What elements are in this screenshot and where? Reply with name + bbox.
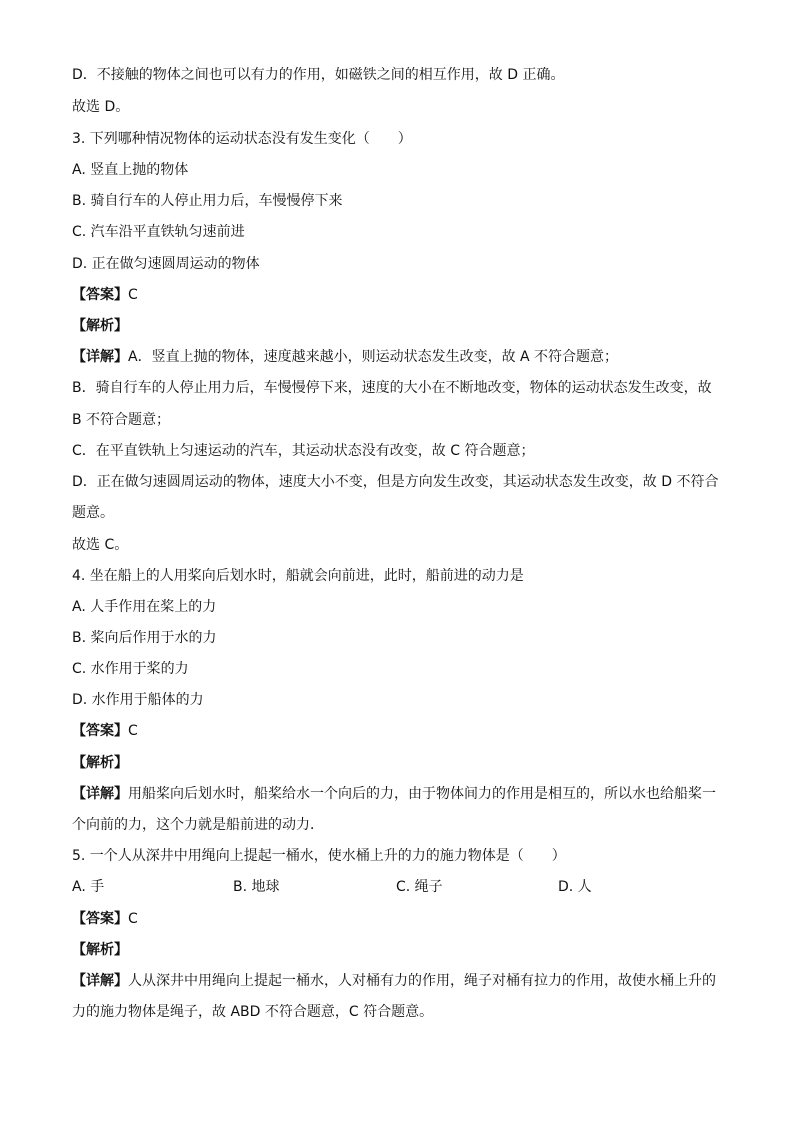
- q2-option-d-explanation: D．不接触的物体之间也可以有力的作用，如磁铁之间的相互作用，故 D 正确。: [72, 67, 565, 83]
- q5-option-d: D. 人: [558, 879, 592, 895]
- q3-detail-line-6: 题意。: [72, 505, 114, 521]
- q5-detail-line-2: 力的施力物体是绳子，故 ABD 不符合题意，C 符合题意。: [72, 1004, 434, 1020]
- q3-analysis-label: 【解析】: [72, 318, 128, 334]
- q3-option-b: B. 骑自行车的人停止用力后，车慢慢停下来: [72, 193, 343, 209]
- q4-option-d: D. 水作用于船体的力: [72, 692, 204, 708]
- q5-stem: 5. 一个人从深井中用绳向上提起一桶水，使水桶上升的力的施力物体是（ ）: [72, 848, 566, 864]
- q3-stem: 3. 下列哪种情况物体的运动状态没有发生变化（ ）: [72, 131, 412, 147]
- q3-option-d: D. 正在做匀速圆周运动的物体: [72, 256, 260, 272]
- q3-detail-line-4: C．在平直铁轨上匀速运动的汽车，其运动状态没有改变，故 C 符合题意；: [72, 443, 535, 459]
- q5-option-c: C. 绳子: [396, 879, 443, 895]
- q4-answer-value: C: [128, 723, 138, 739]
- q4-detail-line-1: [72, 785, 716, 803]
- q2-final-choice: 故选 D。: [72, 99, 130, 115]
- q4-answer: [72, 722, 138, 740]
- q3-answer-label: 【答案】: [72, 287, 128, 303]
- q5-option-a: A. 手: [72, 879, 105, 895]
- q4-option-b: B. 桨向后作用于水的力: [72, 630, 217, 646]
- q3-detail-line-1: [72, 348, 618, 366]
- q4-detail-label: 【详解】: [72, 786, 128, 802]
- q3-option-a: A. 竖直上抛的物体: [72, 162, 189, 178]
- q3-answer-value: C: [128, 287, 138, 303]
- q3-detail-text-1: A．竖直上抛的物体，速度越来越小，则运动状态发生改变，故 A 不符合题意；: [128, 349, 619, 365]
- q4-option-a: A. 人手作用在桨上的力: [72, 599, 217, 615]
- q5-detail-text-1: 人从深井中用绳向上提起一桶水，人对桶有力的作用，绳子对桶有拉力的作用，故使水桶上升的: [128, 973, 716, 989]
- q5-answer-value: C: [128, 911, 138, 927]
- q3-detail-line-5: D．正在做匀速圆周运动的物体，速度大小不变，但是方向发生改变，其运动状态发生改变，故 D 不符合: [72, 474, 719, 490]
- q5-option-b: B. 地球: [233, 879, 280, 895]
- q5-answer: [72, 910, 138, 928]
- q3-answer: [72, 286, 138, 304]
- q5-analysis-label: 【解析】: [72, 942, 128, 958]
- q3-option-c: C. 汽车沿平直铁轨匀速前进: [72, 224, 245, 240]
- q4-detail-text-1: 用船桨向后划水时，船桨给水一个向后的力，由于物体间力的作用是相互的，所以水也给船桨一: [128, 786, 716, 802]
- q4-analysis-label: 【解析】: [72, 755, 128, 771]
- q3-detail-line-2: B．骑自行车的人停止用力后，车慢慢停下来，速度的大小在不断地改变，物体的运动状态发生改变，故: [72, 380, 712, 396]
- q3-final-choice: 故选 C。: [72, 537, 129, 553]
- q3-detail-label: 【详解】: [72, 349, 128, 365]
- q4-answer-label: 【答案】: [72, 723, 128, 739]
- q4-detail-line-2: 个向前的力，这个力就是船前进的动力．: [72, 817, 324, 833]
- q4-option-c: C. 水作用于桨的力: [72, 661, 189, 677]
- q4-stem: 4. 坐在船上的人用桨向后划水时，船就会向前进，此时，船前进的动力是: [72, 568, 524, 584]
- q5-detail-label: 【详解】: [72, 973, 128, 989]
- q5-detail-line-1: [72, 972, 716, 990]
- q3-detail-line-3: B 不符合题意；: [72, 412, 171, 428]
- q5-answer-label: 【答案】: [72, 911, 128, 927]
